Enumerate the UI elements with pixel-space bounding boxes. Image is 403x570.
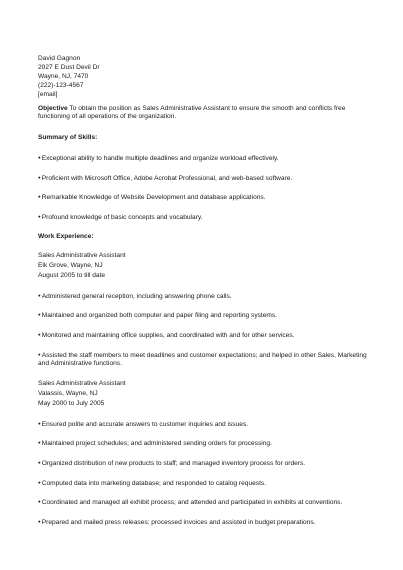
skill-item: ● Proficient with Microsoft Office, Adobe Acrobat Professional, and web-based software. [38,174,292,183]
skill-item: ● Exceptional ability to handle multiple deadlines and organize workload effectively. [38,154,279,163]
job-item: ● Maintained and organized both computer and paper filing and reporting systems. [38,311,277,320]
contact-city: Wayne, NJ, 7470 [38,73,89,80]
job-dates: August 2005 to till date [38,272,106,279]
objective [38,105,368,121]
objective-text: To obtain the position as Sales Administrative Assistant to ensure the smooth and conflicts free functioning of all operations of the organization. [38,105,346,120]
skills-heading: Summary of Skills: [38,134,98,141]
job-item: ● Coordinated and managed all exhibit process; and attended and participated in exhibits at conventions. [38,498,342,507]
contact-email: [email] [38,91,58,98]
job-item: ● Monitored and maintaining office supplies, and coordinated with and for other services. [38,331,295,340]
job-item: ● Ensured polite and accurate answers to customer inquiries and issues. [38,420,248,429]
job-title: Sales Administrative Assistant [38,252,126,259]
job-item: ● Prepared and mailed press releases; processed invoices and assisted in budget preparations. [38,518,316,527]
job-location: Elk Grove, Wayne, NJ [38,262,103,269]
job-dates: May 2000 to July 2005 [38,400,105,407]
skill-item: ● Remarkable Knowledge of Website Development and database applications. [38,193,266,202]
job-location: Valassis, Wayne, NJ [38,390,98,397]
contact-phone: (222)-123-4567 [38,82,84,89]
contact-name: David Gagnon [38,55,81,62]
job-item: ● Administered general reception, including answering phone calls. [38,292,232,301]
job-title: Sales Administrative Assistant [38,380,126,387]
job-item: ● Organized distribution of new products to staff; and managed inventory process for orders. [38,459,305,468]
experience-heading: Work Experience: [38,233,94,240]
skill-item: ● Profound knowledge of basic concepts and vocabulary. [38,213,203,222]
job-item: ● Assisted the staff members to meet deadlines and customer expectations; and helped in other Sales, Marketing and Administrative functions. [38,351,368,368]
job-item: ● Computed data into marketing database; and responded to catalog requests. [38,479,266,488]
objective-label: Objective [38,105,68,112]
contact-address: 2027 E Dust Devil Dr [38,64,100,71]
job-item: ● Maintained project schedules; and administered sending orders for processing. [38,439,272,448]
